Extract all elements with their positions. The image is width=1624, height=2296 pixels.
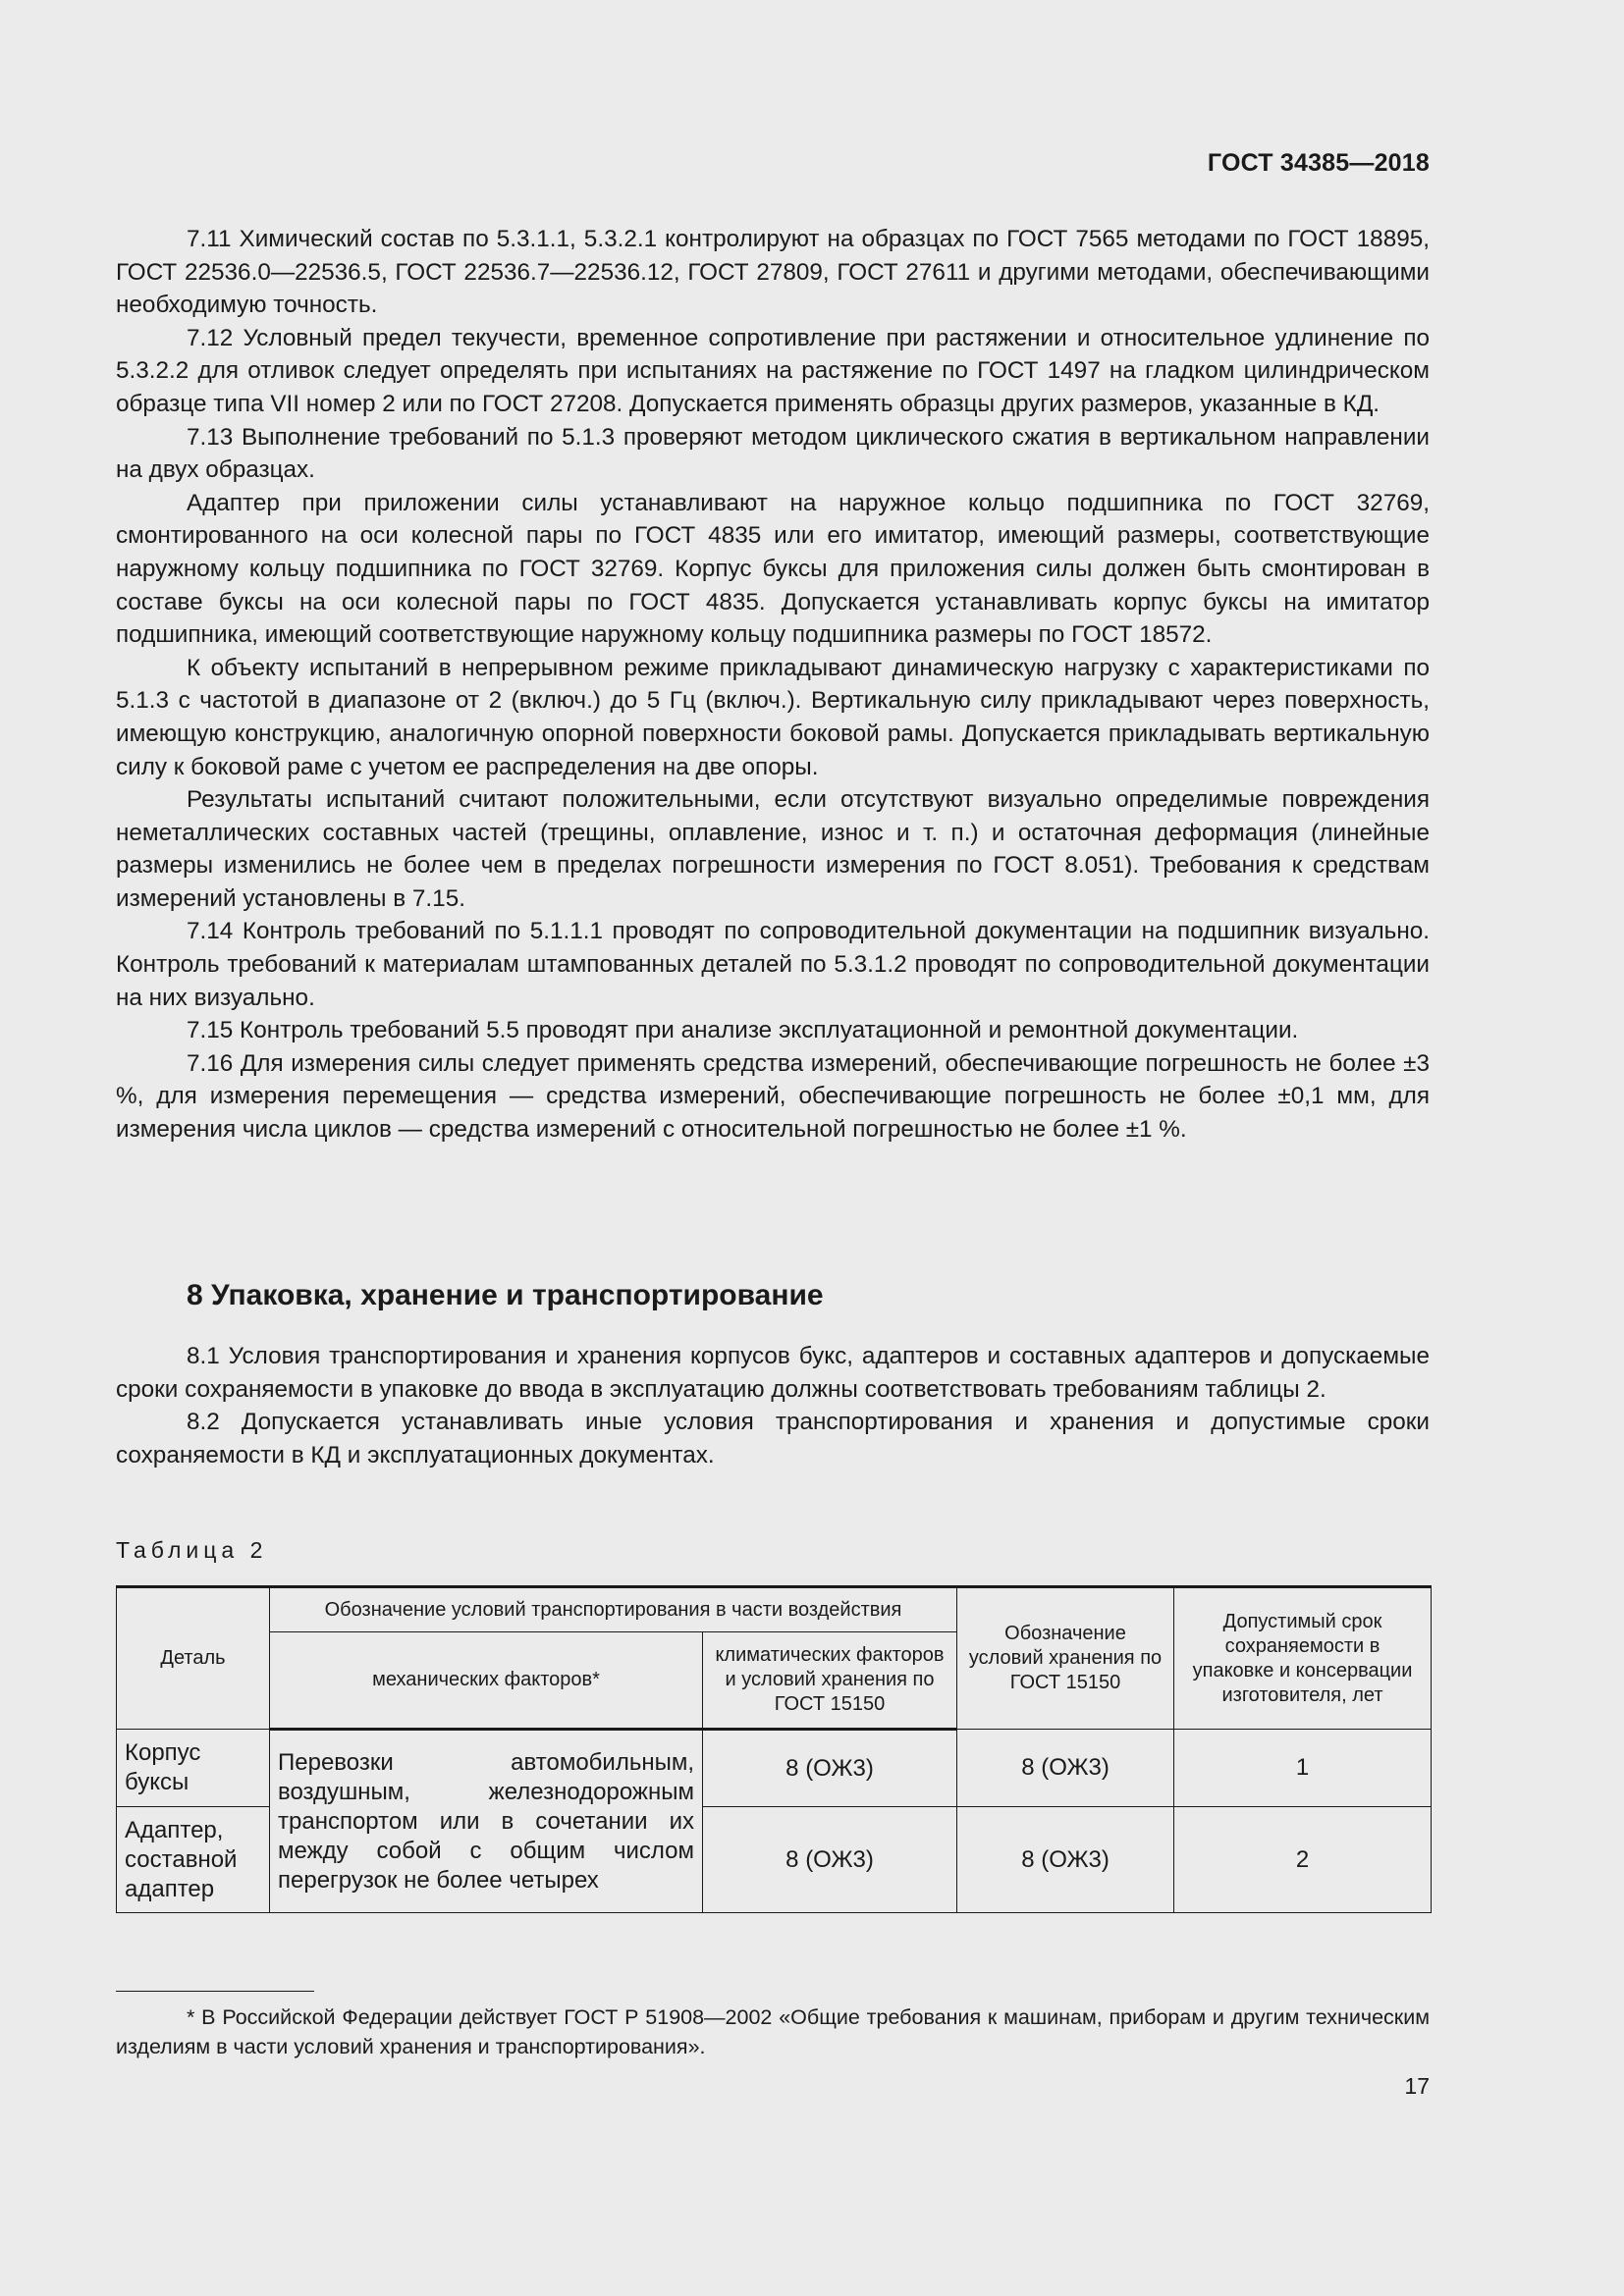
row-shelf-life-cell: 1	[1174, 1730, 1432, 1807]
header-shelf-life: Допустимый срок сохраняемости в упаковке и консервации изготовителя, лет	[1174, 1587, 1432, 1730]
row-storage-cell: 8 (ОЖ3)	[957, 1730, 1174, 1807]
shared-mechanical-cell: Перевозки автомобильным, воздушным, железнодорожным транспортом или в сочетании их между собой с общим числом перегрузок не более четырех	[270, 1730, 703, 1913]
paragraph-load: К объекту испытаний в непрерывном режиме прикладывают динамическую нагрузку с характеристиками по 5.1.3 с частотой в диапазоне от 2 (включ.) до 5 Гц (включ.). Вертикальную силу прикладывают через поверхность, имеющую конструкцию, аналогичную опорной поверхности боковой рамы. Допускается прикладывать вертикальную силу к боковой раме с учетом ее распределения на две опоры.	[116, 654, 1430, 780]
row-part-cell: Корпус буксы	[117, 1730, 270, 1807]
paragraph-adapter: Адаптер при приложении силы устанавливают на наружное кольцо подшипника по ГОСТ 32769, смонтированного на оси колесной пары по ГОСТ 4835 или его имитатор, имеющий размеры, соответствующие наружному кольцу подшипника по ГОСТ 32769. Корпус буксы для приложения силы должен быть смонтирован в составе буксы на оси колесной пары по ГОСТ 4835. Допускается устанавливать корпус буксы на имитатор подшипника, имеющий соответствующие наружному кольцу подшипника размеры по ГОСТ 18572.	[116, 489, 1430, 649]
header-part: Деталь	[117, 1587, 270, 1730]
row-storage-cell: 8 (ОЖ3)	[957, 1807, 1174, 1913]
row-climatic-cell: 8 (ОЖ3)	[703, 1807, 957, 1913]
header-mechanical: механических факторов*	[270, 1632, 703, 1730]
footnote: * В Российской Федерации действует ГОСТ Р 51908—2002 «Общие требования к машинам, приборам и другим техническим изделиям в части условий хранения и транспортирования».	[116, 2005, 1430, 2058]
table-caption: Таблица 2	[116, 1537, 268, 1563]
header-climatic: климатических факторов и условий хранения по ГОСТ 15150	[703, 1632, 957, 1730]
header-storage: Обозначение условий хранения по ГОСТ 15150	[957, 1587, 1174, 1730]
page-number: 17	[1404, 2073, 1430, 2099]
paragraph-7-16: 7.16 Для измерения силы следует применять средства измерений, обеспечивающие погрешность не более ±3 %, для измерения перемещения — средства измерений, обеспечивающие погрешность не более ±0,1 мм, для измерения числа циклов — средства измерений с относительной погрешностью не более ±1 %.	[116, 1049, 1430, 1144]
paragraph-7-14: 7.14 Контроль требований по 5.1.1.1 проводят по сопроводительной документации на подшипник визуально. Контроль требований к материалам штампованных деталей по 5.3.1.2 проводят по сопроводительной документации на них визуально.	[116, 918, 1430, 1011]
section7-body	[116, 223, 1430, 1147]
row-climatic-cell: 8 (ОЖ3)	[703, 1730, 957, 1807]
footnote-divider	[116, 1991, 314, 1992]
row-part-cell: Адаптер, составной адаптер	[117, 1807, 270, 1913]
paragraph-7-13: 7.13 Выполнение требований по 5.1.3 проверяют методом циклического сжатия в вертикальном направлении на двух образцах.	[116, 423, 1430, 484]
section-heading: 8 Упаковка, хранение и транспортирование	[187, 1279, 824, 1311]
paragraph-8-1: 8.1 Условия транспортирования и хранения корпусов букс, адаптеров и составных адаптеров и допускаемые сроки сохраняемости в упаковке до ввода в эксплуатацию должны соответствовать требованиям таблицы 2.	[116, 1343, 1430, 1403]
row-shelf-life-cell: 2	[1174, 1807, 1432, 1913]
paragraph-7-11: 7.11 Химический состав по 5.3.1.1, 5.3.2.1 контролируют на образцах по ГОСТ 7565 методами по ГОСТ 18895, ГОСТ 22536.0—22536.5, ГОСТ 22536.7—22536.12, ГОСТ 27809, ГОСТ 27611 и другими методами, обеспечивающими необходимую точность.	[116, 226, 1430, 319]
paragraph-8-2: 8.2 Допускается устанавливать иные условия транспортирования и хранения и допустимые сроки сохраняемости в КД и эксплуатационных документах.	[116, 1409, 1430, 1468]
standard-header: ГОСТ 34385—2018	[1207, 149, 1430, 177]
section8-body	[116, 1340, 1430, 1471]
storage-conditions-table	[116, 1585, 1432, 1913]
paragraph-results: Результаты испытаний считают положительными, если отсутствуют визуально определимые повреждения неметаллических составных частей (трещины, оплавление, износ и т. п.) и остаточная деформация (линейные размеры изменились не более чем в пределах погрешности измерения по ГОСТ 8.051). Требования к средствам измерений установлены в 7.15.	[116, 786, 1430, 912]
header-transport-group: Обозначение условий транспортирования в части воздействия	[270, 1587, 957, 1632]
paragraph-7-12: 7.12 Условный предел текучести, временное сопротивление при растяжении и относительное удлинение по 5.3.2.2 для отливок следует определять при испытаниях на растяжение по ГОСТ 1497 на гладком цилиндрическом образце типа VII номер 2 или по ГОСТ 27208. Допускается применять образцы других размеров, указанные в КД.	[116, 324, 1430, 417]
paragraph-7-15: 7.15 Контроль требований 5.5 проводят при анализе эксплуатационной и ремонтной документации.	[187, 1017, 1299, 1044]
